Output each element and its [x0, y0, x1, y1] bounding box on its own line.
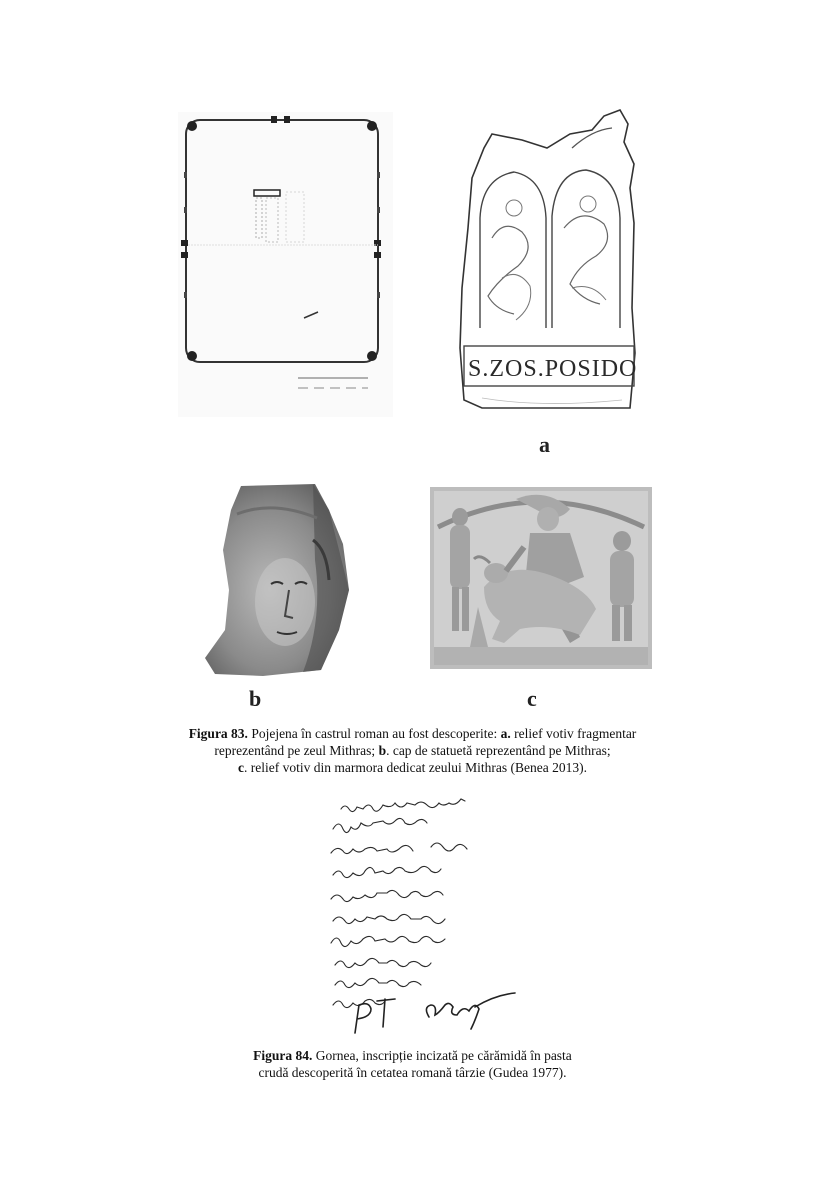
figure-84-caption	[150, 1047, 675, 1081]
caption-text: Gornea, inscripție incizată pe cărămidă în pasta	[312, 1048, 572, 1063]
caption-text: crudă descoperită în cetatea romană târzie (Gudea 1977).	[258, 1065, 567, 1080]
caption-c-label: c	[237, 760, 244, 775]
caption-text: reprezentând pe zeul Mithras;	[214, 743, 379, 758]
marble-relief-photo	[430, 487, 652, 669]
panel-label-c: c	[527, 686, 537, 711]
relief-fragment-drawing	[452, 108, 642, 413]
caption-a-label: a.	[500, 726, 511, 741]
figure-84-label: Figura 84.	[253, 1048, 313, 1063]
caption-text: . relief votiv din marmora dedicat zeului Mithras (Benea 2013).	[243, 760, 587, 775]
statuette-head-photo	[203, 480, 353, 680]
caption-text: relief votiv fragmentar	[510, 726, 637, 741]
figure-83-label: Figura 83.	[188, 726, 248, 741]
caption-text: . cap de statuetă reprezentând pe Mithras;	[386, 743, 611, 758]
caption-b-label: b	[378, 743, 387, 758]
panel-label-a: a	[539, 432, 550, 457]
figure-83-caption	[100, 725, 725, 776]
panel-label-b: b	[249, 686, 262, 711]
caption-text: Pojejena în castrul roman au fost descoperite:	[247, 726, 501, 741]
relief-inscription: S.ZOS.POSIDO	[468, 356, 638, 382]
handwritten-inscription-drawing	[325, 795, 520, 1040]
fort-plan-drawing	[178, 112, 393, 417]
